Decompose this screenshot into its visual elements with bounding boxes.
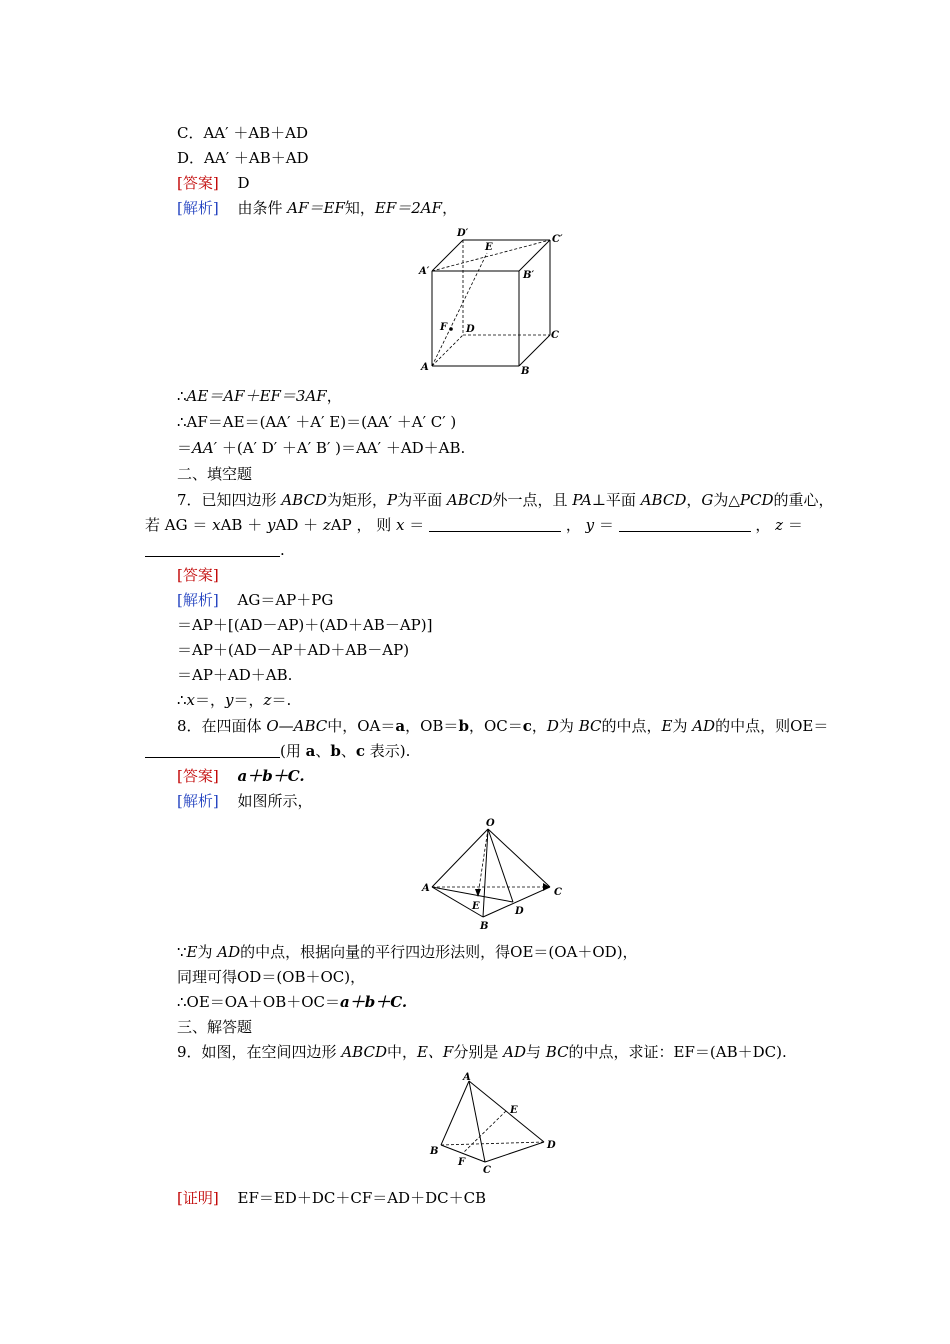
q8-ad: AD xyxy=(692,717,716,735)
label-d: D xyxy=(547,1140,556,1151)
q7-x2: x xyxy=(396,516,405,534)
step3-aa: AA′ xyxy=(192,439,218,457)
q6-analysis-line xyxy=(177,198,457,218)
q8-t7: 为 xyxy=(672,717,693,735)
label-f: F xyxy=(458,1157,466,1168)
q8-s1-b: 为 xyxy=(197,943,218,961)
q8-s1-c: 的中点，根据向量的平行四边形法则，得OE＝(OA＋OD)， xyxy=(240,943,638,961)
q9-ad: AD xyxy=(503,1043,526,1061)
q7-line1 xyxy=(177,490,834,510)
q8-t6: 的中点， xyxy=(601,717,662,735)
q7-t1: 为矩形， xyxy=(326,491,387,509)
q7-s5 xyxy=(177,690,291,710)
q6-answer-line xyxy=(177,173,250,193)
q7-num: 7．已知四边形 xyxy=(177,491,282,509)
q7-g: G xyxy=(701,491,714,509)
q7-sep2: ， xyxy=(750,516,776,534)
q8-line2 xyxy=(145,741,410,761)
therefore-symbol: ∴ xyxy=(177,387,187,405)
blank-x[interactable] xyxy=(429,517,561,532)
q7-t2: 为平面 xyxy=(397,491,447,509)
q7-l2d: AP ， 则 xyxy=(330,516,397,534)
q8-analysis-line xyxy=(177,791,313,811)
label-a: A xyxy=(422,883,430,894)
q7-abcd2: ABCD xyxy=(446,491,493,509)
q7-sep1: ， xyxy=(561,516,586,534)
q8-line1 xyxy=(177,716,828,736)
label-d1: D′ xyxy=(457,228,469,239)
q6-step1 xyxy=(177,386,342,406)
q8-s1-e: E xyxy=(186,943,198,961)
q8-s2: 同理可得OD＝(OB＋OC)， xyxy=(177,968,366,986)
label-b1: B′ xyxy=(523,270,535,281)
label-f: F xyxy=(440,322,448,333)
answer-value: a＋b＋C. xyxy=(237,767,305,785)
math-ef-2af: EF＝2AF xyxy=(374,199,443,217)
q7-s5-d: ＝. xyxy=(271,691,292,709)
q7-l2a: 若 AG ＝ xyxy=(145,516,213,534)
q8-b: b xyxy=(458,717,469,735)
q7-s3: ＝AP＋(AD－AP＋AD＋AB－AP) xyxy=(177,641,410,659)
label-a: A xyxy=(463,1072,471,1083)
q8-num: 8．在四面体 xyxy=(177,717,267,735)
math-af-ef: AF＝EF xyxy=(287,199,345,217)
analysis-tag: [解析] xyxy=(177,591,219,609)
q7-s2: ＝AP＋[(AD－AP)＋(AD＋AB－AP)] xyxy=(177,616,433,634)
q7-y: y xyxy=(267,516,276,534)
q8-s3-a: ∴OE＝OA＋OB＋OC＝ xyxy=(177,993,341,1011)
answer-value: D xyxy=(237,174,250,192)
q8-t2: ，OB＝ xyxy=(405,717,459,735)
q8-b2: b xyxy=(330,742,341,760)
q9-t1: 中， xyxy=(386,1043,417,1061)
q6-step3 xyxy=(177,438,465,458)
label-b: B xyxy=(480,921,489,932)
q9-t2: 分别是 xyxy=(453,1043,504,1061)
because-symbol: ∵ xyxy=(177,943,187,961)
q7-s1: AG＝AP＋PG xyxy=(237,591,334,609)
step1-math: AE＝AF＋EF＝3AF xyxy=(186,387,327,405)
q7-eq3: ＝ xyxy=(783,516,803,534)
q8-c2: c xyxy=(355,742,366,760)
label-b: B xyxy=(521,366,530,377)
label-d: D xyxy=(466,324,475,335)
answer-tag: [答案] xyxy=(177,566,219,584)
q7-z2: z xyxy=(775,516,784,534)
q8-e: E xyxy=(661,717,673,735)
q7-pcd: PCD xyxy=(739,491,774,509)
q7-t7: 的重心， xyxy=(773,491,834,509)
blank-oe[interactable] xyxy=(145,743,280,758)
q8-t4: ， xyxy=(531,717,547,735)
q9-t4: 的中点，求证：EF＝(AB＋DC). xyxy=(568,1043,787,1061)
point-f xyxy=(449,327,453,331)
q7-s5-z: z xyxy=(263,691,272,709)
q8-s1-ad: AD xyxy=(217,943,241,961)
q9-ef: E、F xyxy=(416,1043,454,1061)
step3-prefix: ＝ xyxy=(177,439,193,457)
label-c: C xyxy=(554,887,562,898)
answer-tag: [答案] xyxy=(177,767,219,785)
q7-y2: y xyxy=(585,516,595,534)
q7-t5: ， xyxy=(686,491,702,509)
q8-s3-b: a＋b＋C. xyxy=(340,993,408,1011)
option-d: D．AA′ ＋AB＋AD xyxy=(177,149,309,167)
analysis-text: 如图所示， xyxy=(237,792,313,810)
q6-step2: ∴AF＝AE＝(AA′ ＋A′ E)＝(AA′ ＋A′ C′ ) xyxy=(177,413,457,431)
q7-analysis-line xyxy=(177,590,333,610)
analysis-tag: [解析] xyxy=(177,792,219,810)
label-e: E xyxy=(472,901,480,912)
label-d: D xyxy=(515,906,524,917)
q7-x: x xyxy=(212,516,221,534)
q8-t8: 的中点，则OE＝ xyxy=(715,717,829,735)
q8-a2: a xyxy=(305,742,316,760)
q9-line1 xyxy=(177,1042,787,1062)
blank-y[interactable] xyxy=(619,517,751,532)
q7-t4: ⊥平面 xyxy=(591,491,641,509)
q7-p: P xyxy=(386,491,398,509)
q7-s5-x: x xyxy=(186,691,196,709)
tetrahedron-figure xyxy=(420,817,570,935)
q7-l2b: AB ＋ xyxy=(220,516,267,534)
q8-bc: BC xyxy=(578,717,602,735)
q7-s5-y: y xyxy=(225,691,234,709)
q7-pa: PA xyxy=(572,491,592,509)
blank-z[interactable] xyxy=(145,542,280,557)
label-o: O xyxy=(486,818,495,829)
q7-abcd3: ABCD xyxy=(640,491,687,509)
q7-answer-line xyxy=(177,565,219,585)
q8-oabc: O—ABC xyxy=(266,717,328,735)
q8-answer-line xyxy=(177,766,305,786)
q8-t5: 为 xyxy=(558,717,579,735)
section-title-fill-blank: 二、填空题 xyxy=(177,465,253,483)
q7-l2c: AD ＋ xyxy=(275,516,323,534)
label-c1: C′ xyxy=(552,234,563,245)
q7-s5-b: ＝， xyxy=(195,691,226,709)
q8-c: c xyxy=(522,717,532,735)
q7-t3: 外一点，且 xyxy=(492,491,573,509)
q8-d: D xyxy=(546,717,559,735)
q7-eq2: ＝ xyxy=(594,516,619,534)
q9-abcd: ABCD xyxy=(341,1043,387,1061)
quadrilateral-figure xyxy=(425,1070,560,1178)
q7-abcd: ABCD xyxy=(281,491,327,509)
q9-bc: BC xyxy=(545,1043,569,1061)
q9-proof-line xyxy=(177,1188,486,1208)
q7-z: z xyxy=(322,516,331,534)
label-b: B xyxy=(430,1146,439,1157)
section-title-solve: 三、解答题 xyxy=(177,1018,253,1036)
q7-eq: ＝ xyxy=(404,516,430,534)
label-c: C xyxy=(551,330,559,341)
q7-t6: 为△ xyxy=(713,491,740,509)
q8-t3: ，OC＝ xyxy=(468,717,523,735)
q8-s1 xyxy=(177,942,638,962)
q7-line3 xyxy=(145,540,285,560)
q7-s5-c: ＝， xyxy=(233,691,264,709)
text-comma: ， xyxy=(442,199,458,217)
analysis-tag: [解析] xyxy=(177,199,219,217)
q8-l2d: 表示). xyxy=(365,742,411,760)
answer-tag: [答案] xyxy=(177,174,219,192)
label-e: E xyxy=(510,1105,518,1116)
q8-s3 xyxy=(177,992,407,1012)
proof-tag: [证明] xyxy=(177,1189,219,1207)
q8-l2c: 、 xyxy=(340,742,356,760)
q8-a: a xyxy=(395,717,406,735)
text-know: 知， xyxy=(344,199,375,217)
q7-line2 xyxy=(145,515,803,535)
option-c: C．AA′ ＋AB＋AD xyxy=(177,124,309,142)
step1-suffix: ， xyxy=(326,387,342,405)
label-a1: A′ xyxy=(419,266,430,277)
q8-l2a: (用 xyxy=(280,742,306,760)
q8-l2b: 、 xyxy=(315,742,331,760)
label-c: C xyxy=(483,1165,491,1176)
q8-t1: 中，OA＝ xyxy=(327,717,396,735)
analysis-prefix: 由条件 xyxy=(237,199,288,217)
label-a: A xyxy=(421,362,429,373)
q7-s4: ＝AP＋AD＋AB. xyxy=(177,666,293,684)
q9-t3: 与 xyxy=(525,1043,546,1061)
proof-text: EF＝ED＋DC＋CF＝AD＋DC＋CB xyxy=(237,1189,487,1207)
q7-end: . xyxy=(280,541,285,559)
step3-rest: ＋(A′ D′ ＋A′ B′ )＝AA′ ＋AD＋AB. xyxy=(217,439,466,457)
cube-figure xyxy=(415,226,565,378)
therefore-symbol: ∴ xyxy=(177,691,187,709)
label-e: E xyxy=(485,242,493,253)
q9-num: 9．如图，在空间四边形 xyxy=(177,1043,342,1061)
